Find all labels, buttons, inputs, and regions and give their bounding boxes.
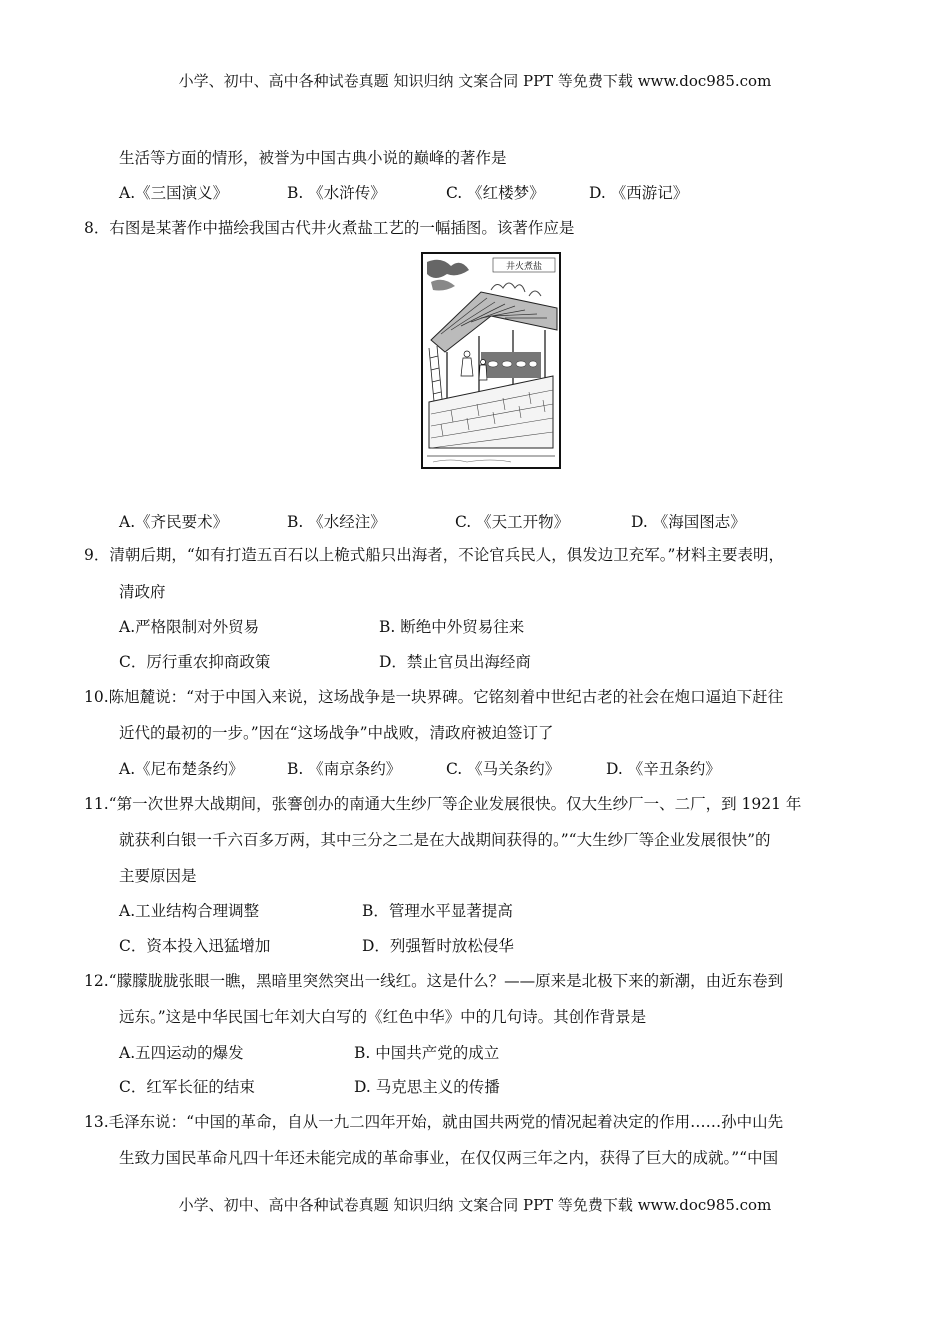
salt-boiling-illustration (421, 252, 561, 469)
q11-option-c: C．资本投入迅猛增加 (119, 937, 271, 955)
q9-option-a: A.严格限制对外贸易 (119, 618, 260, 636)
q10-option-b: B. 《南京条约》 (287, 760, 402, 778)
q12-option-b: B. 中国共产党的成立 (354, 1044, 500, 1062)
q10-stem-line2: 近代的最初的一步。”因在“这场战争”中战败，清政府被迫签订了 (119, 724, 554, 742)
q9-stem-line2: 清政府 (119, 583, 166, 601)
q9-option-b: B. 断绝中外贸易往来 (379, 618, 525, 636)
q11-stem-line3: 主要原因是 (119, 867, 197, 885)
q11-option-a: A.工业结构合理调整 (119, 902, 260, 920)
q12-option-a: A.五四运动的爆发 (119, 1044, 244, 1062)
illustration-title: 井火煮盐 (505, 262, 543, 272)
q12-option-d: D. 马克思主义的传播 (354, 1078, 500, 1096)
q12-stem-line2: 远东。”这是中华民国七年刘大白写的《红色中华》中的几句诗。其创作背景是 (119, 1008, 647, 1026)
q10-option-c: C. 《马关条约》 (446, 760, 561, 778)
q12-option-c: C．红军长征的结束 (119, 1078, 255, 1096)
q10-option-d: D. 《辛丑条约》 (606, 760, 721, 778)
q7-option-b: B. 《水浒传》 (287, 184, 386, 202)
q10-option-a: A.《尼布楚条约》 (119, 760, 244, 778)
q8-option-a: A.《齐民要术》 (119, 513, 229, 531)
q11-option-b: B．管理水平显著提高 (362, 902, 513, 920)
q9-option-c: C．厉行重农抑商政策 (119, 653, 271, 671)
q11-stem-line2: 就获利白银一千六百多万两，其中三分之二是在大战期间获得的。”“大生纱厂等企业发展很快”的 (119, 831, 771, 849)
q7-option-d: D. 《西游记》 (589, 184, 689, 202)
q7-stem-continuation: 生活等方面的情形，被誉为中国古典小说的巅峰的著作是 (119, 149, 507, 167)
q8-option-b: B. 《水经注》 (287, 513, 386, 531)
q8-stem: 8．右图是某著作中描绘我国古代井火煮盐工艺的一幅插图。该著作应是 (84, 219, 575, 237)
q11-option-d: D．列强暂时放松侵华 (362, 937, 514, 955)
q7-option-c: C. 《红楼梦》 (446, 184, 545, 202)
q8-option-d: D. 《海国图志》 (631, 513, 746, 531)
q13-stem-line2: 生致力国民革命凡四十年还未能完成的革命事业，在仅仅两三年之内，获得了巨大的成就。”“中国 (119, 1149, 779, 1167)
q13-stem-line1: 13.毛泽东说：“中国的革命，自从一九二四年开始，就由国共两党的情况起着决定的作用……孙中山先 (84, 1113, 784, 1131)
page-footer: 小学、初中、高中各种试卷真题 知识归纳 文案合同 PPT 等免费下载 www.doc985.com (178, 1196, 772, 1214)
q12-stem-line1: 12.“朦朦胧胧张眼一瞧，黑暗里突然突出一线红。这是什么？——原来是北极下来的新潮，由近东卷到 (84, 972, 784, 990)
q10-stem-line1: 10.陈旭麓说：“对于中国入来说，这场战争是一块界碑。它铭刻着中世纪古老的社会在炮口逼迫下赶往 (84, 688, 784, 706)
q11-stem-line1: 11.“第一次世界大战期间，张謇创办的南通大生纱厂等企业发展很快。仅大生纱厂一、二厂，到 1921 年 (84, 795, 802, 813)
q9-option-d: D．禁止官员出海经商 (379, 653, 531, 671)
page-header: 小学、初中、高中各种试卷真题 知识归纳 文案合同 PPT 等免费下载 www.doc985.com (178, 72, 772, 90)
q7-option-a: A.《三国演义》 (119, 184, 229, 202)
q8-option-c: C. 《天工开物》 (455, 513, 570, 531)
q9-stem-line1: 9．清朝后期，“如有打造五百石以上桅式船只出海者，不论官兵民人，俱发边卫充军。”材料主要表明， (84, 546, 784, 564)
